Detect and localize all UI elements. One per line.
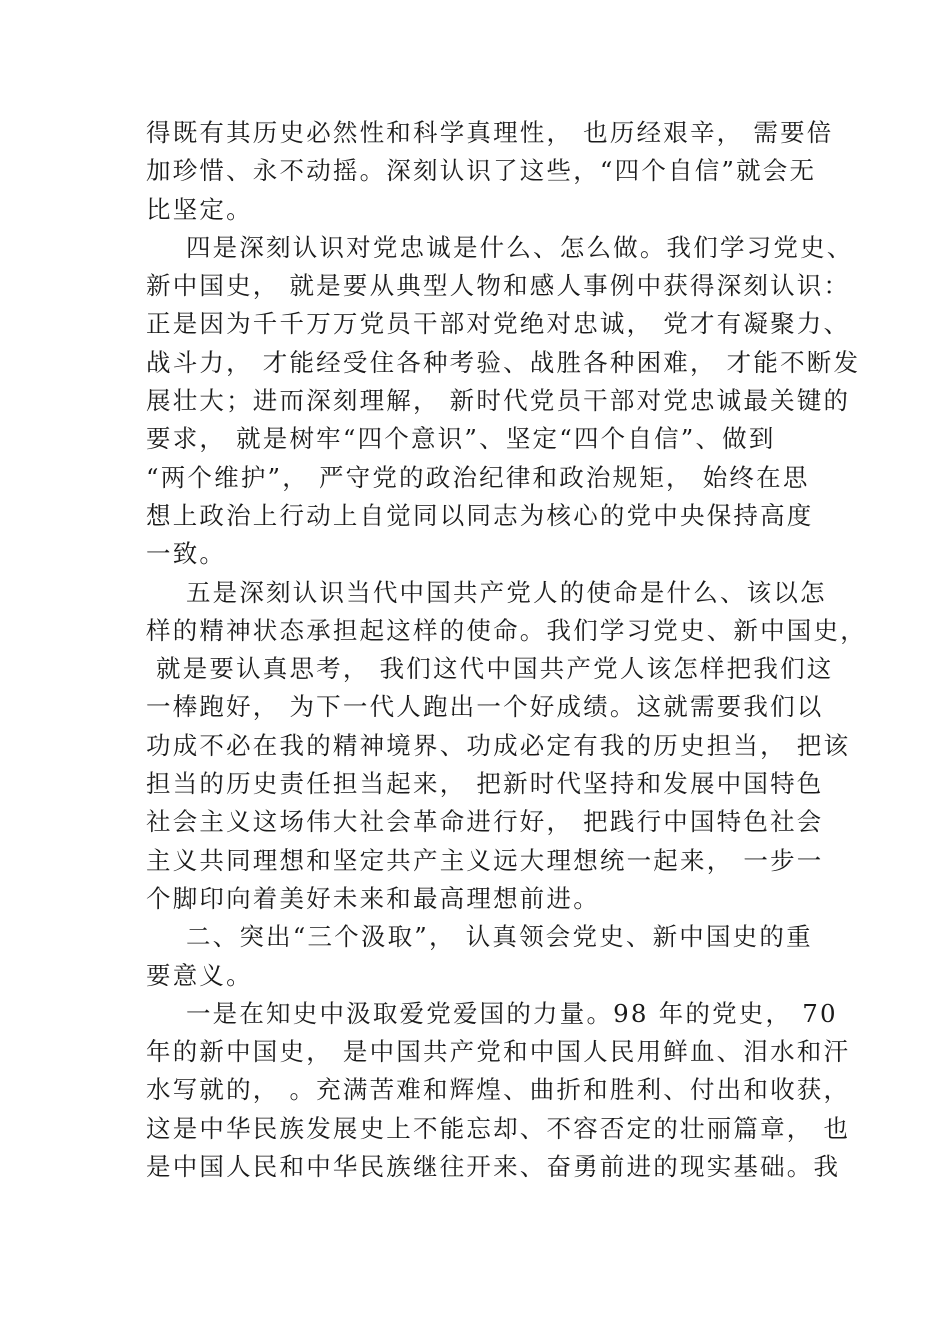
text-line: 正是因为千千万万党员干部对党绝对忠诚， 党才有凝聚力、 — [146, 309, 851, 339]
text-line: 加珍惜、永不动摇。深刻认识了这些，“四个自信”就会无 — [146, 156, 817, 186]
text-line: 是中国人民和中华民族继往开来、奋勇前进的现实基础。我 — [146, 1152, 841, 1182]
text-line: 一致。 — [146, 539, 227, 569]
text-line: 社会主义这场伟大社会革命进行好， 把践行中国特色社会 — [146, 807, 824, 837]
text-line: 个脚印向着美好未来和最高理想前进。 — [146, 883, 600, 913]
text-line: 新中国史， 就是要从典型人物和感人事例中获得深刻认识： — [146, 271, 851, 301]
text-line: 担当的历史责任担当起来， 把新时代坚持和发展中国特色 — [146, 769, 824, 799]
text-line: 样的精神状态承担起这样的使命。我们学习党史、新中国史， — [146, 615, 867, 645]
text-line: 要求， 就是树牢“四个意识”、坚定“四个自信”、做到 — [146, 424, 776, 454]
text-line: 要意义。 — [146, 960, 253, 990]
text-line: 一是在知史中汲取爱党爱国的力量。98 年的党史， 70 — [146, 998, 838, 1028]
text-line: 五是深刻认识当代中国共产党人的使命是什么、该以怎 — [146, 577, 827, 607]
text-line: 得既有其历史必然性和科学真理性， 也历经艰辛， 需要倍 — [146, 118, 834, 147]
text-line: 展壮大；进而深刻理解， 新时代党员干部对党忠诚最关键的 — [146, 386, 851, 416]
text-line: 战斗力， 才能经受住各种考验、战胜各种困难， 才能不断发 — [146, 347, 861, 377]
text-line: 想上政治上行动上自觉同以同志为核心的党中央保持高度 — [146, 500, 814, 530]
text-line: 比坚定。 — [146, 194, 253, 224]
text-line: 水写就的， 。充满苦难和辉煌、曲折和胜利、付出和收获， — [146, 1075, 851, 1105]
text-line: 功成不必在我的精神境界、功成必定有我的历史担当， 把该 — [146, 730, 851, 760]
body-text — [146, 114, 867, 1186]
text-line: 一棒跑好， 为下一代人跑出一个好成绩。这就需要我们以 — [146, 692, 824, 722]
text-line: 就是要认真思考， 我们这代中国共产党人该怎样把我们这 — [146, 654, 834, 684]
text-line: 四是深刻认识对党忠诚是什么、怎么做。我们学习党史、 — [146, 232, 854, 262]
text-line: 主义共同理想和坚定共产主义远大理想统一起来， 一步一 — [146, 845, 824, 875]
text-line: 二、突出“三个汲取”， 认真领会党史、新中国史的重 — [146, 922, 813, 952]
text-line: 这是中华民族发展史上不能忘却、不容否定的壮丽篇章， 也 — [146, 1113, 851, 1143]
text-line: “两个维护”， 严守党的政治纪律和政治规矩， 始终在思 — [146, 462, 810, 492]
text-line: 年的新中国史， 是中国共产党和中国人民用鲜血、泪水和汗 — [146, 1037, 851, 1067]
